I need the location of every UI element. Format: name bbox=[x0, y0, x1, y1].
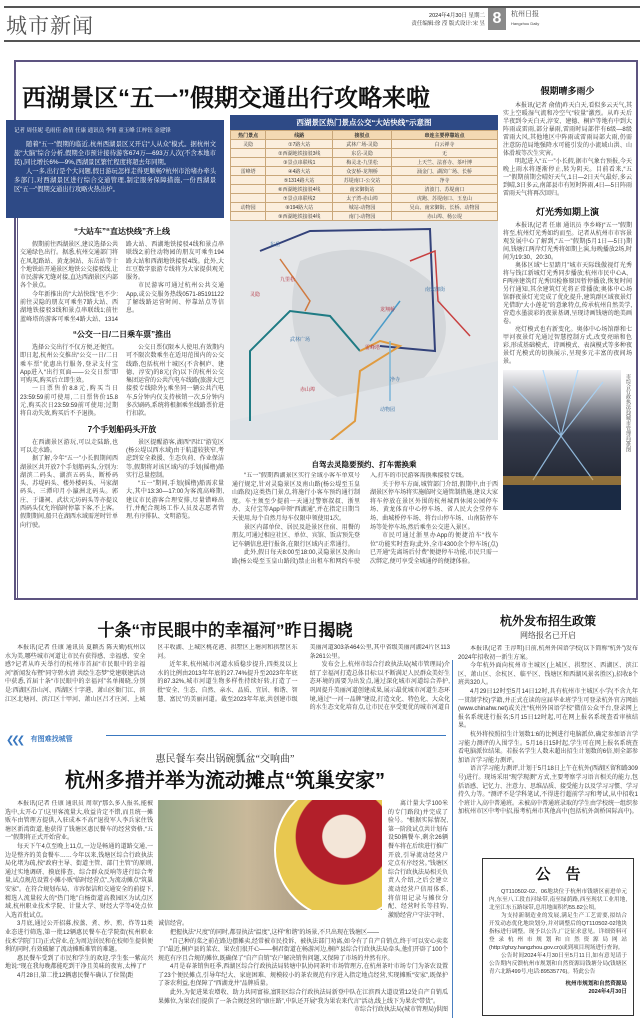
paragraph: 每天下午4点至晚上11点,一边是畅通的道路交通,一边是整齐的美食餐车……今年以来,钱塘区综合行政执法局化堵为疏,按“政府主导、街道主管、部门主管”的原则,通过实地调研、摸底排查、综合群众反响等进行综合考量,试点规范设置小摊小贩“临时经营点”,为流动摊点“筑巢安家”。在符合规划布局、市容保洁和交通安全的前提下,精选人流量较大的“热门地”白杨街道高教园区为试点区域,杭州职业技术学院、计量大学、财经大学等4处点位入选首批试点。 bbox=[5, 843, 153, 919]
route-cell-area bbox=[231, 149, 266, 158]
top-rule bbox=[4, 6, 640, 8]
river-headline: 十条“市民眼中的幸福河”昨日揭晓 bbox=[97, 621, 353, 640]
route-line-name: 西湖地铁接驳3线 bbox=[282, 150, 321, 157]
paragraph: 一日票售价8.8元,购买当日23:59:59前可使用,二日票售价15.8元,购买次日23:59:59前可使用;过期将自动失效,购买后不予退换。 bbox=[20, 386, 118, 418]
paragraph: 此外,为促进果农增收、助力共同富裕,富阳区综合行政执法局新登中队在江滨西大道设置12处自产自销瓜果摊位,为果农们提供了一条合规经营的“康庄路”,中队还开展“我为果农来代言”活动,线上线下为果农“带货”。 bbox=[158, 990, 448, 1005]
editors: 责任编辑:徐 滢 版式设计:宋 昱 bbox=[411, 21, 485, 27]
paragraph: 本报讯(记者 任康 通讯员 李乡峰)“五一”假期将至,杭州灯光秀如约而至。记者从杭州市市容景观发展中心了解到,“五一”假期(5月1日—5日)期间,钱塘江两岸灯光秀将如期上演,每晚播放2场,时间为19:30、20:30。 bbox=[503, 223, 632, 261]
light-show-photo bbox=[503, 370, 631, 510]
paragraph: 市民可通过浙里办App的便捷泊车“找车位”功能实时查询;此外,全市4300余个停车场(点)已开通“先离场后付费”便捷停车功能,市民只需一次绑定,便可享受全城通停的便捷体验。 bbox=[370, 533, 498, 565]
stall-body-middle bbox=[158, 800, 448, 1015]
route-row bbox=[231, 176, 498, 185]
route-cell-stop: 南门-动物园 bbox=[333, 212, 392, 221]
paragraph: 在西湖景区游玩,可以走陆路,也可以走水路。 bbox=[20, 439, 118, 454]
section-title: “公交一日/二日乘车票”推出 bbox=[72, 329, 172, 339]
section-title: 7个手划船码头开放 bbox=[87, 424, 157, 434]
byline: 记者 周佳妮 毛雨佳 俞倩 任康 通讯员 李倩 童玉峰 江梓钰 金建锋 bbox=[14, 128, 171, 134]
paragraph: 市民游客可通过杭州公共交通App,或公交服务热线0571-85191122了解线路运营时间、停靠站点等信息。 bbox=[126, 283, 224, 315]
route-cell-line bbox=[266, 176, 333, 185]
route-number: ⑤ bbox=[283, 177, 289, 184]
route-number: ① bbox=[288, 141, 293, 148]
paragraph: 奥体区域“七星踏月”城市天际线傲视灯光秀将与钱江新城灯光秀同步播放;杭州市民中心A、F两座建筑灯光秀因检修原因暂停播放,恢复时间另行通知,其余建筑灯光将正常播放;奥体中心场馆群夜景灯光完成了优化提升,建筑群区域夜景灯光借助“大小莲花”的意象特点,传承杭州自然美学,营造水墨淡彩的夜景基调,呈现诗画钱塘的绝美画卷。 bbox=[503, 263, 632, 325]
route-cell-area bbox=[231, 176, 266, 185]
route-line-name: 西湖地铁接驳4线 bbox=[282, 186, 321, 193]
bus-route-infographic bbox=[230, 115, 498, 440]
paragraph: 景区提醒游客,湖西“四红”游览区(杨公堤以西水域)由于航道较狭窄,考虑到安全救援、生态负荷、作业保洁等,假期将对该区域内的手划(摇橹)船实行总量控制。 bbox=[126, 439, 224, 479]
route-cell-line bbox=[266, 194, 333, 203]
route-cell-line bbox=[266, 140, 333, 149]
paragraph: 公告时间2024年4月30日至5月11日,如有意见请于公告期内反馈杭州市规划和自然资源局钱塘分局(钱塘区青六北路499号,电话:89535776)。特此公告 bbox=[489, 953, 627, 975]
column-divider bbox=[452, 660, 453, 1018]
route-line-name: 景点串联线1 bbox=[287, 159, 316, 166]
paragraph: 今年杭外面向杭州市主城区(上城区、拱墅区、西湖区、滨江区、萧山区、余杭区、临平区、钱塘区和西湖风景名胜区),招收8个班共320人。 bbox=[458, 663, 638, 687]
paragraph: 选择公交出行不仅方便,还便宜。即日起,杭州公交推出“公交一日/二日乘车票”优惠出行服务,登录支付宝App进入“出行页面——公交日票”即可购买,购买后立即生效。 bbox=[20, 344, 118, 385]
intro-paragraph: 人一多,出行是个大问题,假日游玩怎样走得更顺畅?杭州市治堵办牵头多部门,对西湖景区进行综合交通管理,制定服务保障措施,一份西湖景区“五一”假期交通出行攻略火热出炉。 bbox=[14, 168, 216, 193]
route-cell-via: 虎跑、苏堤南口、玉皇山 bbox=[391, 194, 497, 203]
route-row bbox=[231, 194, 498, 203]
weather-story bbox=[503, 84, 632, 198]
route-number: ⑧ bbox=[285, 204, 290, 211]
paragraph: 明起进入“五一”小长假,据市气象台预报,今天晚上雨水将逐渐停止,转为阴天。目前看来,“五一”假期前期会晴好天气,1日—2日天气最好,多云到晴,3日多云,南部县市有短时阵雨,4日—5日阵雨雷雨天气将再次回归。 bbox=[503, 159, 633, 197]
paragraph: 假期前往西湖景区,建议选择公共交通绿色出行。据悉,杭州交通部门将在凤起路站、黄龙洞站、东岳站等十个地铁站开通景区地铁公交接驳线,让市民游客无缝对接,直达西湖景区内部各个景点。 bbox=[20, 242, 118, 290]
route-line-name: 7路大站 bbox=[292, 141, 311, 148]
paragraph: 把握执法“尺度”的同时,都显执法“温度”,这样“和谐”的场景,不只出现在钱塘区—— bbox=[170, 929, 379, 936]
paper-logo bbox=[511, 10, 539, 28]
section-title: 城市新闻 bbox=[6, 15, 94, 38]
paragraph: 发布会上,杭州市综合行政执法局(城市管理局)介绍了幸福河打造总体目标:以不断满足人民群众美好生态环境的需要为出发点,通过深化城市河道综合养护,巩固提升美丽河道创建成果,展示最优城市河道生态环境,通过“一河一品牌”建设,打造文化、特色化、大众化的水生态文化培育点,让市民在享受更优的城市河道自 bbox=[309, 662, 450, 712]
map-label: 武林广场 bbox=[290, 337, 311, 343]
drive-section-body bbox=[232, 472, 498, 596]
route-number: ④ bbox=[288, 168, 293, 175]
notice-date: 2024年4月30日 bbox=[588, 989, 627, 995]
vendor-inset-photo bbox=[274, 800, 382, 910]
school-subhead: 网络报名已开启 bbox=[520, 631, 576, 640]
paragraph: 亮灯模式也有新变化。奥体中心场馆群和七甲河夜景灯光通过智慧控制方式,改变亮暗和色彩,形成基础模式、诗画模式、表演模式等多种夜景灯光模式的切换展示,呈现多元丰富的夜间场景。 bbox=[503, 327, 632, 365]
route-table bbox=[230, 130, 498, 221]
map-label: 动物园 bbox=[380, 407, 396, 413]
food-cart-photo bbox=[158, 800, 382, 910]
right-column bbox=[503, 84, 632, 510]
section-boats bbox=[20, 424, 224, 530]
route-row bbox=[231, 149, 498, 158]
map-label: 东岳 bbox=[270, 242, 281, 248]
route-cell-stop: 东岳-灵隐 bbox=[333, 149, 392, 158]
issue-info bbox=[385, 12, 485, 28]
route-cell-via: 净寺 bbox=[391, 176, 497, 185]
map-label: 龙翔桥 bbox=[380, 307, 396, 313]
route-cell-line bbox=[266, 203, 333, 212]
route-cell-stop: 苏堤南口-公交站 bbox=[333, 176, 392, 185]
light-beams-image bbox=[503, 370, 621, 510]
route-cell-stop: 南宋御街站 bbox=[333, 185, 392, 194]
paragraph: 为支持新制造业的发展,满足生产工艺需要,拟结合开发动态优化地块划分,并对调整后的QT110502-02地块指标进行调整。现予以公告,广泛征求意见。详细资料可登录杭州市规划和自然资源局网站(http://ghzy.hangzhou.gov.cn)或到项目现场进行查询。 bbox=[489, 913, 627, 951]
paragraph: 今年新推出的“大站快线”也不少:前往灵隐的朋友可乘坐7路大站、西湖地铁接驳3线和景点串联线1;前往蓝峰塔的游客可乘坐4路大站、1314路大站、西湖地铁接驳4线和景点串联线2;前往动物园的朋友可乘坐194路大站和西湖地铁接驳4线。此外,大红豆数字旅游专线将为大家提供观光服务。 bbox=[20, 242, 224, 323]
section-bus bbox=[20, 226, 224, 324]
table-header: 热门景点 bbox=[231, 131, 266, 140]
notice-title: 公 告 bbox=[535, 866, 581, 883]
route-row bbox=[231, 185, 498, 194]
route-line-name: 景点串联线2 bbox=[287, 195, 316, 202]
lights-story bbox=[503, 205, 632, 366]
paragraph: “自己种的菜之前在路边摆摊卖,经常被市民投诉、被执法部门劝离,如今有了自产自销点,终于可以安心卖菜了!”最近,桐庐县的菜农、果农们很开心——桐君街道在畅游河边,桐庐县综合行政执法局牵头,他们开辟了100个规范有序且合规的摊位,既确保了“自产自销”农户解决销售问题,又保障了市场的井然有序。 bbox=[158, 938, 448, 962]
route-cell-via: 清波门、苏堤南口 bbox=[391, 185, 497, 194]
column-tag-label: 有图难找城管 bbox=[30, 736, 73, 743]
public-notice bbox=[482, 858, 634, 1016]
route-cell-via: 赤山埠、杨公堤 bbox=[391, 212, 497, 221]
section-title: “大站车”“直达快线”齐上线 bbox=[74, 227, 170, 236]
left-column bbox=[20, 226, 224, 530]
paragraph: 近年来,杭州城市河道水质稳步提升,四类及以上水的比例由2013年年底的27.74%提升至2023年年底的87.32%,城市河道生物多样性持续好转,打造了一批“安全、生态、自然、亲水、品质、宜居、和谐、智慧、富民”的美丽河道。截至2023年年底,共创建市级美丽河道303条464公里,其中省级美丽河湖24片区113条261公里。 bbox=[157, 645, 450, 703]
weather-headline: 假期晴多雨少 bbox=[540, 86, 595, 96]
route-row bbox=[231, 158, 498, 167]
route-cell-stop: 众安桥-龙翔桥 bbox=[333, 167, 392, 176]
route-row bbox=[231, 212, 498, 221]
infographic-title: 西湖景区热门景点公交“大站快线”示意图 bbox=[230, 115, 498, 130]
paragraph: 4月28日,第二批12辆惠民餐车确认了位置(距 bbox=[17, 972, 134, 979]
route-map bbox=[230, 221, 498, 440]
map-label: 九里松 bbox=[280, 277, 296, 283]
map-label: 南宋御街 bbox=[425, 287, 446, 293]
lead-headline: 西湖景区“五一”假期交通出行攻略来啦 bbox=[22, 85, 430, 112]
route-line-name: 4路大站 bbox=[292, 168, 311, 175]
column-tag bbox=[6, 730, 446, 746]
school-body bbox=[458, 645, 638, 850]
paragraph: 本报讯(记者 任康 通讯员 夏颖杰 陈天勤)杭州以水为美,哪些城市河道让市民有获得感、幸福感、安全感?记者从昨天举行的杭州市首届“市民眼中的幸福河”新闻发布暨“同守碧水清 共绘生态梦”党建联建活动中获悉,首届十条“市民眼中的幸福河”名单揭晓,分别是:西湖区沿山河、西湖区十字港、萧山区衙门江、滨江区北塘河、滨江区十甲河、萧山区吕才庄河、上城区丰收湖、上城区桃花港、拱墅区上塘河和拱墅区东河。 bbox=[5, 645, 298, 703]
section-day-ticket bbox=[20, 329, 224, 419]
route-number: ⑥ bbox=[278, 186, 283, 193]
left-accent-line bbox=[17, 218, 18, 598]
paragraph: 关于停车方面,城管部门介绍,假期中,由于西湖景区停车场将实施临时交通管制措施,建议大家将车停放在景区外围的杭州城西休闲公园停车场、黄龙体育中心停车场、省人民大会堂停车场、曲城桥停车场、将台山停车场、山南防停车场等处停车场,然后乘坐公交进入景区。 bbox=[370, 481, 498, 531]
route-cell-stop: 武林广场-灵隐 bbox=[333, 140, 392, 149]
paragraph: 3月底,通过公开招募,按蒸、煮、炒、煎、炸等11类业态进行筛选,第一批12辆惠民餐车在学院街(杭州职业技术学院门口)正式营业,在为周边居民和在校师生提供便利的同时,有效破解了流动摊贩难管的难题。 bbox=[5, 921, 153, 954]
route-cell-area bbox=[231, 158, 266, 167]
paragraph: “五一”期间,手划(摇橹)船需求量大,其中13:30—17:00为客流高峰期,建议市民游客合理安排,尽量错峰出行,并配合现场工作人员及志愿者管理,有序排队、文明游览。 bbox=[126, 481, 224, 521]
route-line-name: 西湖地铁接驳4线 bbox=[282, 213, 321, 220]
table-header: 接驳点 bbox=[333, 131, 392, 140]
paragraph: 惠民餐车受到了市民和学生的欢迎,学生张一紫高兴地说:“现在我每晚都能吃到干净且美味的夜宵,太棒了!” bbox=[5, 955, 153, 971]
stall-kicker: 惠民餐车奏出锅碗瓢盆“交响曲” bbox=[155, 754, 295, 765]
route-cell-area bbox=[231, 194, 266, 203]
paragraph: 4月是春茶销售旺季,西湖区综合行政执法局转塘中队协同茶叶市场管理方,在杭州茶叶市场专门为茶农设置了23个便民摊点,引导年纪大、家庭困难、规模较小的茶农规范有序进入指定地点经营,实现摊贩“安家”,既保护了茶农利益,也保障了“西湖龙井”品牌质量。 bbox=[158, 964, 448, 988]
route-number: ⑦ bbox=[283, 195, 288, 202]
photo-credit: 市综合行政执法局(城市管理局)供图 bbox=[354, 1007, 448, 1014]
intro-box bbox=[6, 120, 224, 218]
table-header: 串连主要停靠站点 bbox=[391, 131, 497, 140]
school-headline: 杭外发布招生政策 bbox=[499, 614, 596, 628]
route-cell-line bbox=[266, 212, 333, 221]
paragraph: 本报讯(记者 王淳明)日前,杭州外国语学校(以下简称“杭外”)发布2024年招收初一新生方案。 bbox=[458, 646, 638, 661]
tag-rule bbox=[106, 735, 446, 736]
route-cell-stop: 太子湾-赤山埠 bbox=[333, 194, 392, 203]
page-number: 8 bbox=[488, 8, 506, 30]
photo-credit: 市综合行政执法局(城市管理局)供图 bbox=[625, 374, 631, 453]
table-header: 线路 bbox=[266, 131, 333, 140]
route-cell-via: 涌金门、湖滨广场、长桥 bbox=[391, 167, 497, 176]
paragraph: 公交日票仅限本人使用,有效期内可不限次数乘坐在适用范围内的公交线路,包括杭州十城区(不含桐庐、建德、淳安)的8元(含)以下的杭州公交集团运营的公共汽电车线路(旅游大巴接驳专线除外);乘坐同一辆公共汽电车,5分钟内仅支持核销一次,5分钟内多次刷码,系统将根据乘坐线路票价进行扣款。 bbox=[126, 344, 224, 418]
lights-headline: 灯光秀如期上演 bbox=[535, 207, 599, 217]
paragraph: 离计量大学100米的专门路段)并完成了验号。“根据实际情况,第一阶段试点共计划布设50辆餐车,剩余26辆餐车将在后续进行推广开放,引导流动经营户定点有序经营。”钱塘区综合行政执法局相关负责人介绍,之后会建立流动经营户信用体系,将信用记录与摊位分配、经营时长等挂钩,激励经营户守法守时、诚信经营。 bbox=[158, 801, 449, 928]
route-cell-line bbox=[266, 158, 333, 167]
paper-name: 杭州日报 bbox=[511, 11, 539, 18]
route-cell-via: 无 bbox=[391, 149, 497, 158]
route-cell-line bbox=[266, 149, 333, 158]
route-cell-via: 吴山、南宋御街、长桥、动物园 bbox=[391, 203, 497, 212]
route-number: ② bbox=[278, 150, 283, 157]
route-number: ⑨ bbox=[278, 213, 283, 220]
paragraph: QT110502-02、06地块位于杭州市钱塘区前进单元内,东至八工段直河绿带,南至绿荫路,西至现状工业用地,北至江东五路绿带,总用地面积约55.82公顷。 bbox=[489, 889, 627, 911]
paragraph: 本报讯(记者 俞倩)昨天白天,看似多云天气,其实上空暖湿气流和冷空气“较量”激烈。从昨天后半夜到今天白天,淳安、建德、桐庐等地有中到大阵雨或雷雨,部分暴雨,雷雨时局部伴有6级—8级雷雨大风,其他地区中阵雨或雷雨局部大雨,仍需注意防范局地强降水可能引发的小流域山洪、山体滑坡等次生灾害。 bbox=[503, 103, 632, 157]
paper-name-en: Hangzhou Daily bbox=[511, 21, 540, 26]
route-cell-stop: 城站-动物园 bbox=[333, 203, 392, 212]
route-cell-stop: 梅灵北-九里松 bbox=[333, 158, 392, 167]
intro-paragraph: 随着“五一”假期的临近,杭州西湖景区又开启“人从众”模式。据杭州文旅“大脑”综合分析,假期全市预计接待游客674万—693万人次(不含本地市民),同比增长6%—9%,西湖景区繁忙程度将超去年同期。 bbox=[14, 141, 216, 166]
date: 2024年4月30日 星期二 bbox=[429, 13, 485, 19]
header-rule bbox=[4, 40, 640, 42]
notice-signer: 杭州市规划和自然资源局 bbox=[565, 981, 627, 987]
route-cell-area bbox=[231, 212, 266, 221]
route-cell-via: 白云禅寺 bbox=[391, 140, 497, 149]
paragraph: 4月29日12时至5月14日12时,具有杭州市主城区小学(不含九年一贯制学校)学籍,并正式在读的应届毕业班学生可登录杭外官方网站(www.chinahw.net)或关注“杭州外国语学校”微信公众平台,登录网上报名系统进行报名;5月15日12时起,可在网上报名系统查看审核结果。 bbox=[458, 688, 638, 730]
route-row bbox=[231, 140, 498, 149]
map-label: 雷峰塔 bbox=[365, 345, 381, 351]
map-label: 净寺 bbox=[390, 377, 401, 383]
route-cell-area: 灵隐 bbox=[231, 140, 266, 149]
chevrons-icon: ❮❮❮ bbox=[6, 735, 23, 746]
route-cell-line bbox=[266, 167, 333, 176]
route-line-name: 1314路大站 bbox=[288, 177, 315, 184]
route-row bbox=[231, 203, 498, 212]
route-line-name: 194路大站 bbox=[289, 204, 314, 211]
paragraph: 杭外将按照招生计划数1:6的比例进行电脑派位,确定参加语言学习能力测评的入围学生。5月16日15时起,学生可在网上报名系统查看电脑派位结果。若报名学生人数未超出招生计划数的6倍,则全部参加语言学习能力测评。 bbox=[458, 731, 638, 764]
route-cell-line bbox=[266, 185, 333, 194]
map-label: 赤山埠 bbox=[300, 387, 316, 393]
route-cell-area: 动物园 bbox=[231, 203, 266, 212]
river-body bbox=[5, 644, 450, 716]
map-label: 灵隐 bbox=[250, 292, 261, 298]
paragraph: “五一”假期西湖景区实行全域小客车单双号通行规定,针对灵隐景区及南山路(杨公堤至玉皇山路段)这类热门景点,将施行小客车预约通行制度。车主须至少提前一天通过警察叔叔、浙里办、支付宝等App申领“西湖通”,并在指定日期当天使用,每个自然月每车仅限申领使用1次。 bbox=[232, 473, 360, 522]
paragraph: 语言学习能力测评,计划于5月18日上午在杭外(西湖区留和路309号)进行。现场采用“现学现测”方式,主要考察学习语言相关的能力,包括语感、记忆力、注意力、思维品质、接受能力以及学习习惯、学习持久力等。“测评不是学科笔试,不得进行超前学习和考试,从中招收1个班计入高中普通班。未被高中普通班录取的学生由学校统一组织参加杭州市区中考中招,报考杭州市其他高中(包括杭外剑桥国际高中)。 bbox=[458, 766, 638, 816]
route-cell-via: 上天竺、法喜寺、茶叶博 bbox=[391, 158, 497, 167]
drive-section-title: 自驾去灵隐要预约、打车需换乘 bbox=[311, 460, 417, 469]
route-cell-area bbox=[231, 185, 266, 194]
paragraph: 景区内部单位、居民及赴景区住宿、用餐的朋友,可通过相应社区、单位、宾馆、饭店预先登记车辆信息进行报备,在限行区域内正常通行。 bbox=[232, 524, 360, 548]
paragraph: 此外,假日每天8:00至18:00,灵隐景区及南山路(杨公堤至玉皇山路段)禁止出租车和网约车驶入,打车的市民游客需换乘接驳专线。 bbox=[232, 473, 468, 565]
route-number: ③ bbox=[283, 159, 288, 166]
paragraph: 本报讯(记者 任康 通讯员 周翠)“那么多人报名,能被选中,太开心了!这里客流量大,收益肯定不错,而且统一摊贩车由管理方提供,入驻成本不高!”退役军人李兵家住钱塘区新湾街道,他获得了钱塘区惠民餐车的经营资格,“五一”假期将正式开始营业。 bbox=[5, 801, 153, 842]
paragraph: 据了解,今年“五一”小长假期间西湖景区共开放7个手划船码头,分别为:湖滨二码头、湖滨五码头、断桥码头、苏堤码头、楼外楼码头、马家湖码头、三潭印月小瀛洲北码头。郭庄、于谦祠、武状元坊码头等亦提议西码头仅允许临时停靠下客,不上客。假期期间,船只在湖西水域需逆时针单向行驶。 bbox=[20, 456, 118, 529]
stall-body-left bbox=[5, 800, 153, 1020]
route-cell-area: 雷峰塔 bbox=[231, 167, 266, 176]
route-row bbox=[231, 167, 498, 176]
stall-headline: 杭州多措并举为流动摊点“筑巢安家” bbox=[65, 770, 385, 792]
